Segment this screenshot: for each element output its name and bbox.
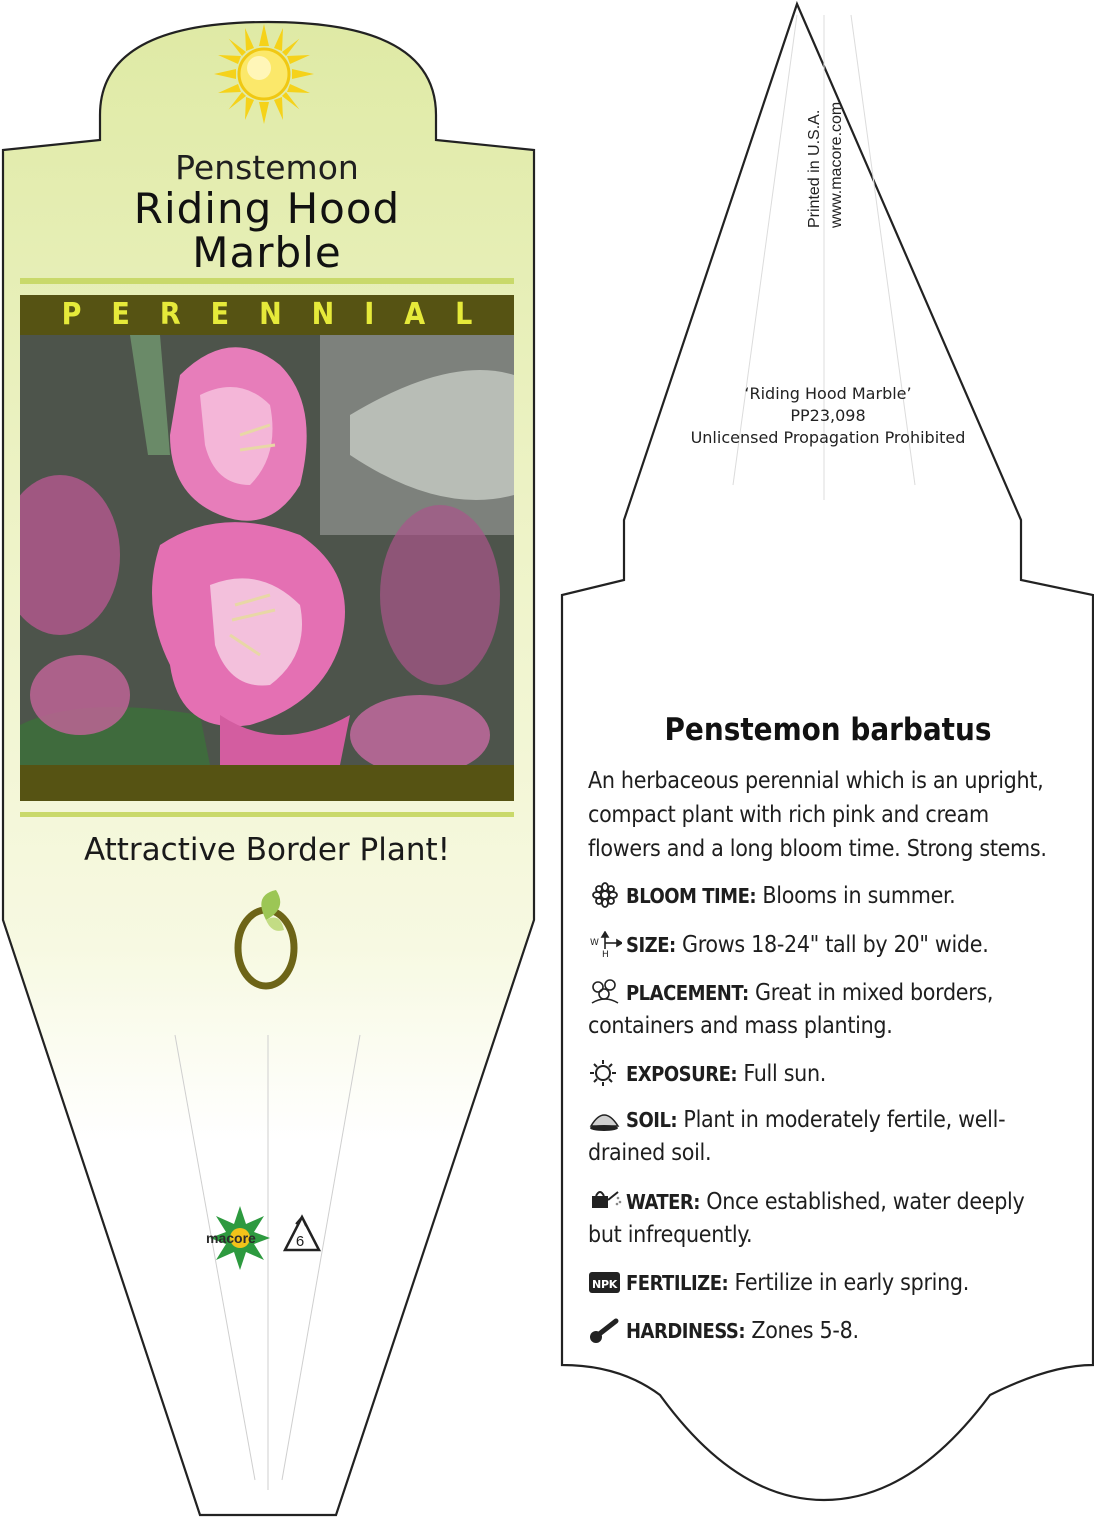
swirl-leaf-logo-icon xyxy=(228,890,304,990)
care-fertilize-text: Fertilize in early spring. xyxy=(734,1270,970,1296)
plant-description: An herbaceous perennial which is an upright, compact plant with rich pink and cream flowers and a long bloom time. Strong stems. xyxy=(588,768,1047,862)
npk-icon xyxy=(588,1269,622,1295)
cultivar-name-line1: Riding Hood xyxy=(133,184,401,233)
patent-number: PP23,098 xyxy=(790,406,866,425)
photo-bottom-band xyxy=(20,765,514,801)
printed-country: Printed in U.S.A. xyxy=(806,109,823,228)
npk-icon-text: NPK xyxy=(592,1278,617,1291)
species-name: Penstemon barbatus xyxy=(664,712,992,748)
care-exposure xyxy=(588,1058,1060,1091)
watering-can-icon xyxy=(588,1188,622,1214)
care-hardiness-text: Zones 5-8. xyxy=(751,1318,859,1344)
tagline: Attractive Border Plant! xyxy=(83,832,451,868)
care-bloom-time xyxy=(588,880,1060,913)
recycle-code: 6 xyxy=(295,1233,305,1250)
flowers-cluster-icon xyxy=(588,979,622,1005)
care-water xyxy=(588,1186,1060,1252)
care-water-label: WATER: xyxy=(626,1190,700,1214)
care-size-label: SIZE: xyxy=(626,933,676,957)
flower-photo xyxy=(20,335,514,765)
care-placement-text: Great in mixed borders, containers and mass planting. xyxy=(588,980,994,1039)
size-arrows-icon xyxy=(588,931,622,957)
sun-logo-icon xyxy=(214,24,314,124)
care-soil-text: Plant in moderately fertile, well-drained soil. xyxy=(588,1107,1006,1166)
care-soil xyxy=(588,1104,1060,1170)
cultivar-name-line2: Marble xyxy=(192,228,342,277)
care-bloom-text: Blooms in summer. xyxy=(762,883,956,909)
care-size xyxy=(588,929,1060,962)
care-placement xyxy=(588,977,1060,1043)
flower-icon xyxy=(588,882,622,908)
patent-notice: Unlicensed Propagation Prohibited xyxy=(690,428,966,447)
printed-website: www.macore.com xyxy=(828,101,845,228)
category-label: PERENNIAL xyxy=(61,297,503,332)
care-water-text: Once established, water deeply but infrequently. xyxy=(588,1189,1025,1248)
genus-name: Penstemon xyxy=(175,148,359,187)
sun-icon xyxy=(588,1060,622,1086)
printed-info xyxy=(806,60,846,230)
care-exposure-label: EXPOSURE: xyxy=(626,1062,738,1086)
care-bloom-label: BLOOM TIME: xyxy=(626,884,757,908)
care-exposure-text: Full sun. xyxy=(743,1061,827,1087)
svg-text:W: W xyxy=(590,938,599,948)
brand-name: macore xyxy=(206,1230,256,1246)
care-fertilize-label: FERTILIZE: xyxy=(626,1271,729,1295)
soil-pile-icon xyxy=(588,1106,622,1132)
svg-text:H: H xyxy=(602,950,609,957)
thermometer-icon xyxy=(588,1317,622,1343)
care-hardiness xyxy=(588,1315,1060,1348)
front-bottom-rule xyxy=(20,812,514,817)
care-soil-label: SOIL: xyxy=(626,1108,678,1132)
patent-cultivar: ‘Riding Hood Marble’ xyxy=(744,384,912,403)
care-size-text: Grows 18-24" tall by 20" wide. xyxy=(681,932,989,958)
front-top-rule xyxy=(20,278,514,284)
care-hardiness-label: HARDINESS: xyxy=(626,1319,746,1343)
care-placement-label: PLACEMENT: xyxy=(626,981,749,1005)
care-fertilize xyxy=(588,1267,1060,1300)
